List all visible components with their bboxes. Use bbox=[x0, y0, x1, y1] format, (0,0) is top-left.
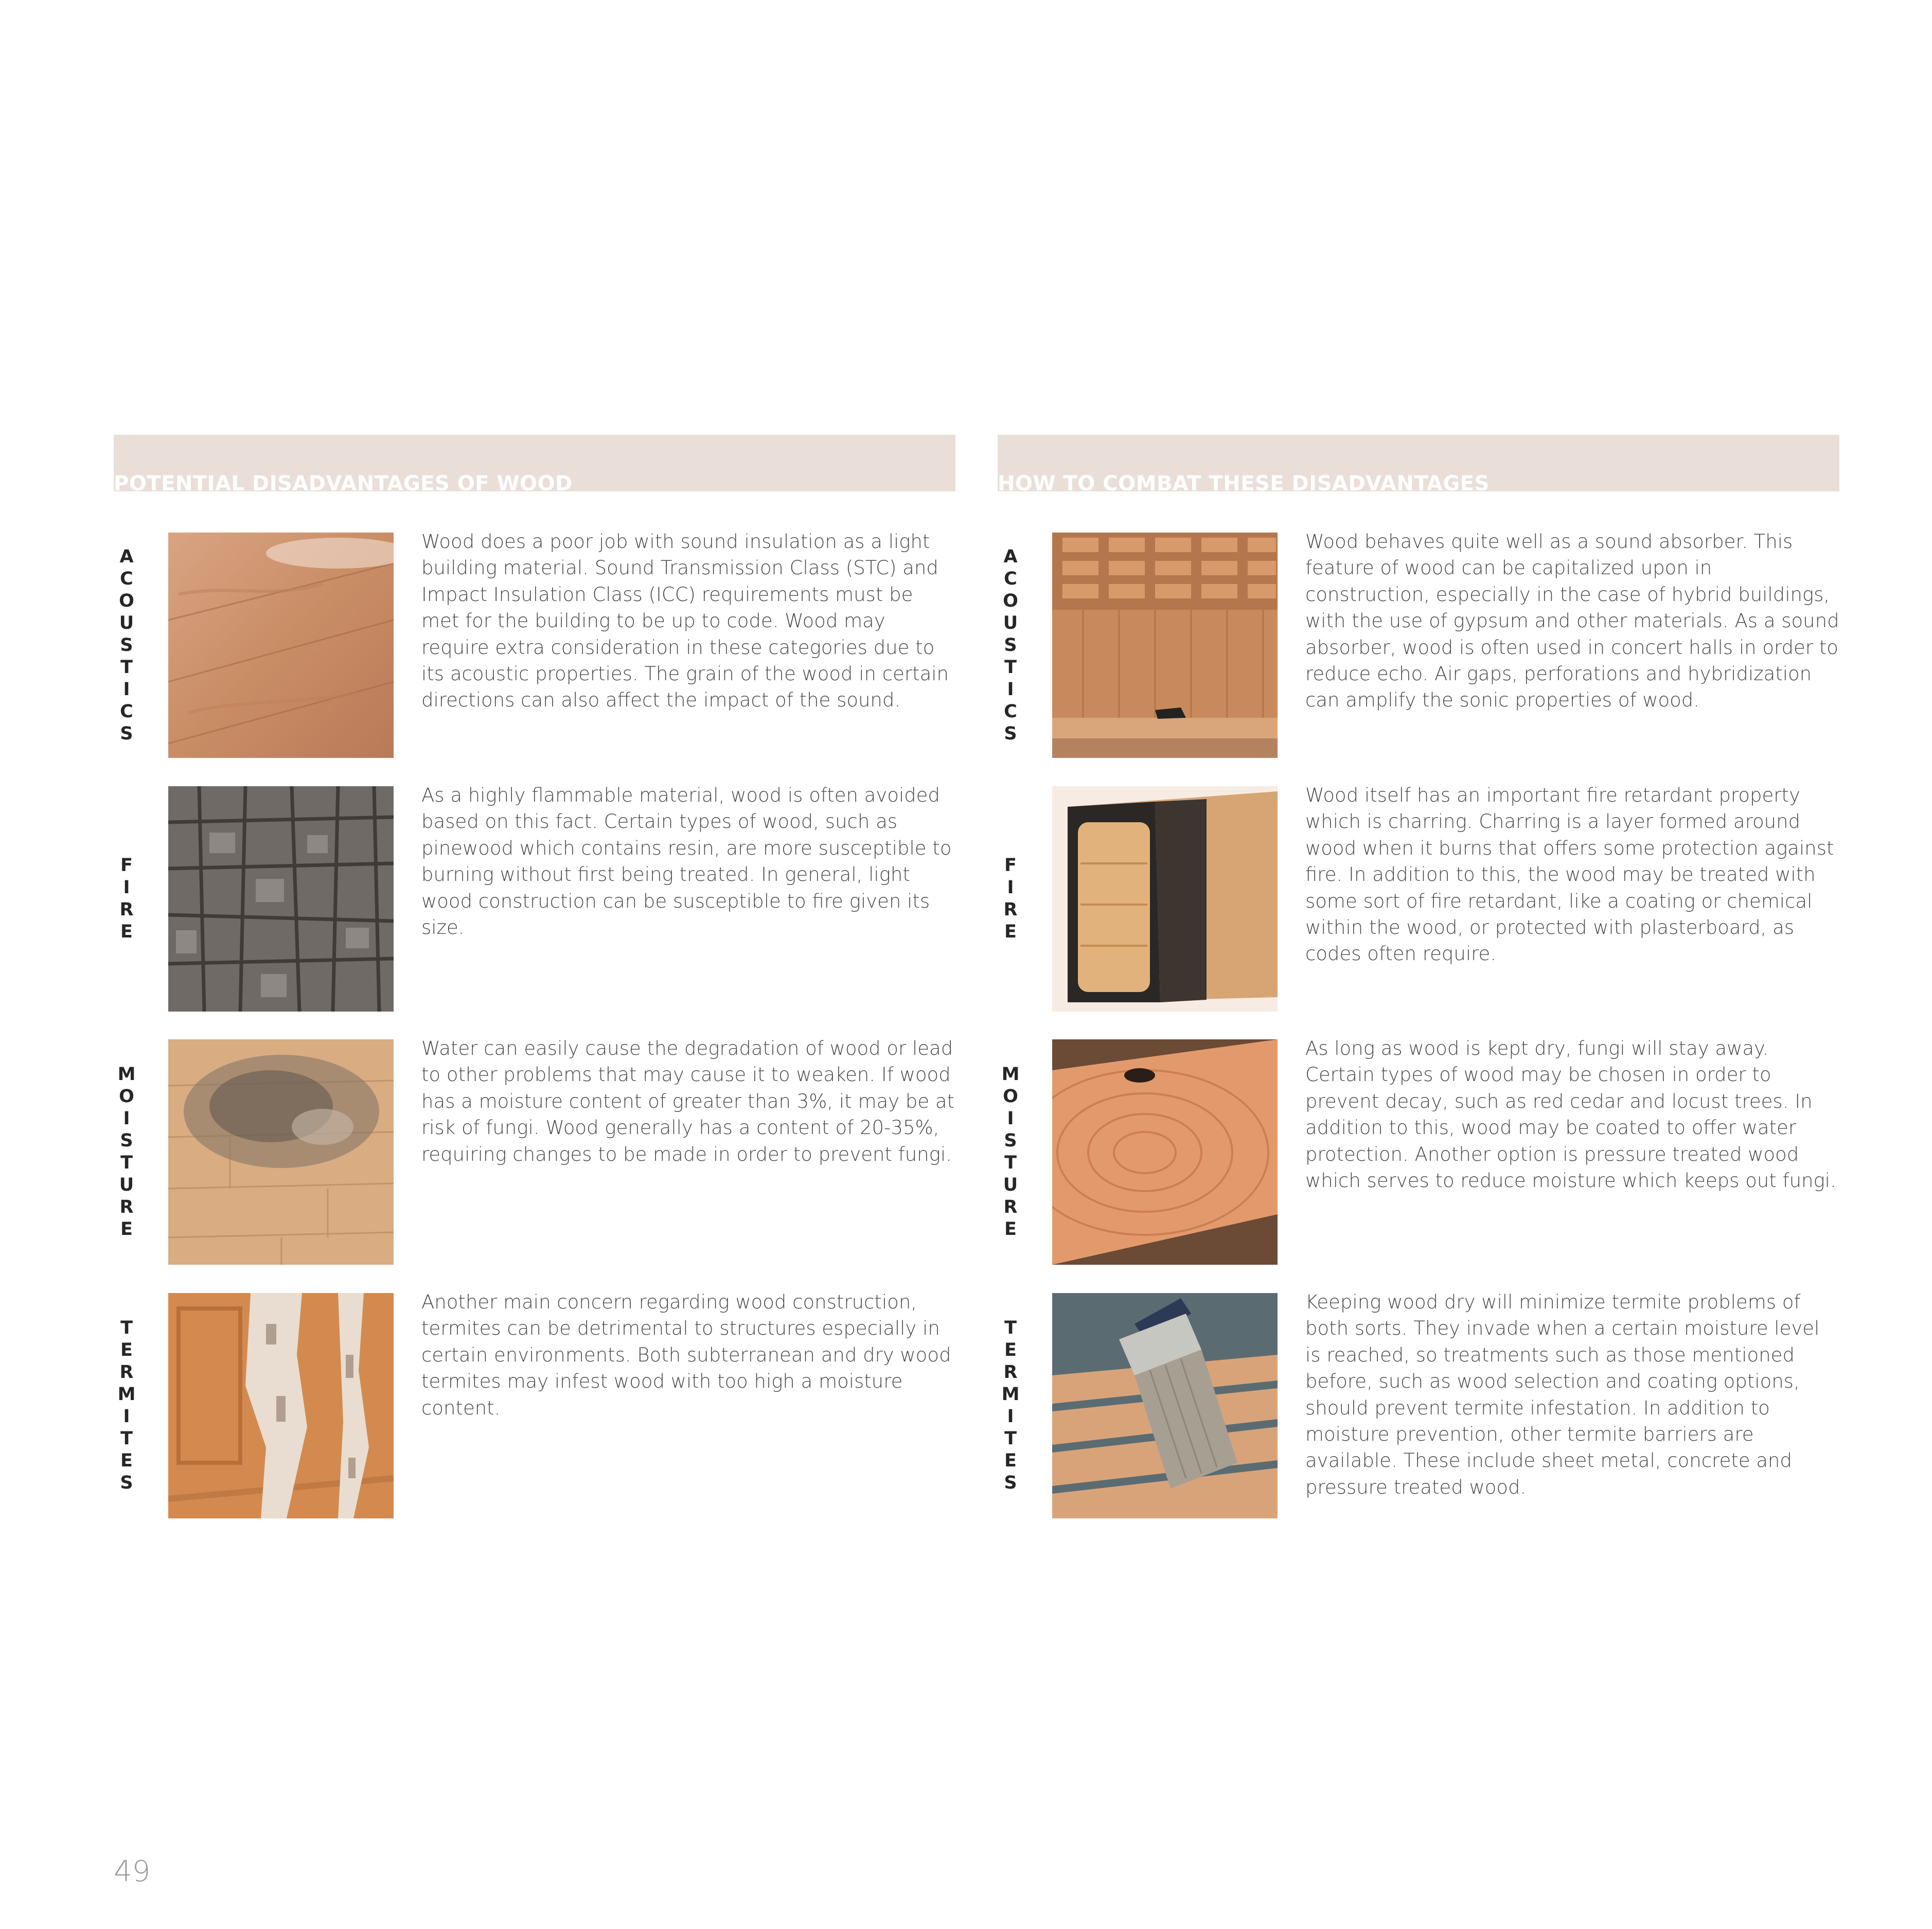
cedar-slab-photo bbox=[1052, 1039, 1278, 1265]
moisture-row bbox=[998, 1039, 1839, 1265]
section-header-title: POTENTIAL DISADVANTAGES OF WOOD bbox=[114, 472, 573, 495]
moisture-text: As long as wood is kept dry, fungi will stay away. Certain types of wood may be chosen in order to prevent decay, such as red cedar and locust trees. In addition to this, wood may be coated to offer water protection. Another option is pressure treated wood which serves to reduce moisture which keeps out fungi. bbox=[1305, 1037, 1836, 1192]
charred-wood-photo bbox=[168, 786, 394, 1012]
brush-coating-photo bbox=[1052, 1293, 1278, 1518]
section-header-title: HOW TO COMBAT THESE DISADVANTAGES bbox=[998, 472, 1490, 495]
section-header-bar bbox=[998, 435, 1839, 495]
disadvantages-column bbox=[114, 435, 955, 1493]
moisture-text: Water can easily cause the degradation of wood or lead to other problems that may cause it to weaken. If wood has a moisture content of greater than 3%, it may be at risk of fungi. Wood generally has a content of 20-35%, requiring changes to be made in order to prevent fungi. bbox=[421, 1037, 955, 1165]
acoustics-row bbox=[998, 530, 1839, 758]
fire-text: As a highly flammable material, wood is often avoided based on this fact. Certain types of wood, such as pinewood which contains resin, are more susceptible to burning without first being treated. In general, light wood construction can be susceptible to fire given its size. bbox=[421, 784, 952, 939]
termites-row bbox=[114, 1293, 955, 1518]
vertical-label-termites: T E R M I T E S bbox=[1001, 1318, 1020, 1493]
vertical-label-moisture: M O I S T U R E bbox=[117, 1064, 136, 1240]
vertical-label-moisture: M O I S T U R E bbox=[1001, 1064, 1020, 1240]
solutions-column bbox=[998, 435, 1839, 1498]
vertical-label-acoustics: A C O U S T I C S bbox=[119, 546, 134, 744]
termites-row bbox=[998, 1293, 1839, 1518]
fire-text: Wood itself has an important fire retardant property which is charring. Charring is a layer formed around wood when it burns that offers some protection against fire. In addition to this, the wood may be treated with some sort of fire retardant, like a coating or chemical within the wood, or protected with plasterboard, as codes often require. bbox=[1305, 784, 1834, 965]
water-damaged-floor-photo bbox=[168, 1039, 394, 1265]
acoustics-text: Wood behaves quite well as a sound absorber. This feature of wood can be capitalized upon in construction, especially in the case of hybrid buildings, with the use of gypsum and other materials. As a sound absorber, wood is often used in concert halls in order to reduce echo. Air gaps, perforations and hybridization can amplify the sonic properties of wood. bbox=[1305, 530, 1839, 712]
acoustics-text: Wood does a poor job with sound insulation as a light building material. Sound Transmission Class (STC) and Impact Insulation Class (ICC) requirements must be met for the building to be up to code. Wood may require extra consideration in these categories due to its acoustic properties. The grain of the wood in certain directions can also affect the impact of the sound. bbox=[421, 530, 949, 712]
termite-damage-photo bbox=[168, 1293, 394, 1518]
acoustics-row bbox=[114, 530, 955, 758]
vertical-label-termites: T E R M I T E S bbox=[117, 1318, 136, 1493]
moisture-row bbox=[114, 1039, 955, 1265]
vertical-label-acoustics: A C O U S T I C S bbox=[1003, 546, 1018, 744]
section-header-bar bbox=[114, 435, 955, 495]
charred-beam-photo bbox=[1052, 786, 1278, 1012]
concert-hall-photo bbox=[1052, 533, 1278, 758]
fire-row bbox=[998, 786, 1839, 1012]
page-number: 49 bbox=[114, 1855, 151, 1888]
vertical-label-fire: F I R E bbox=[119, 855, 134, 942]
fire-row bbox=[114, 786, 955, 1012]
termites-text: Keeping wood dry will minimize termite problems of both sorts. They invade when a certain moisture level is reached, so treatments such as those mentioned before, such as wood selection and coating options, should prevent termite infestation. In addition to moisture prevention, other termite barriers are available. These include sheet metal, concrete and pressure treated wood. bbox=[1305, 1291, 1820, 1498]
vertical-label-fire: F I R E bbox=[1003, 855, 1018, 942]
wood-floor-photo bbox=[168, 533, 394, 758]
termites-text: Another main concern regarding wood construction, termites can be detrimental to structures especially in certain environments. Both subterranean and dry wood termites may infest wood with too high a moisture content. bbox=[421, 1291, 951, 1419]
